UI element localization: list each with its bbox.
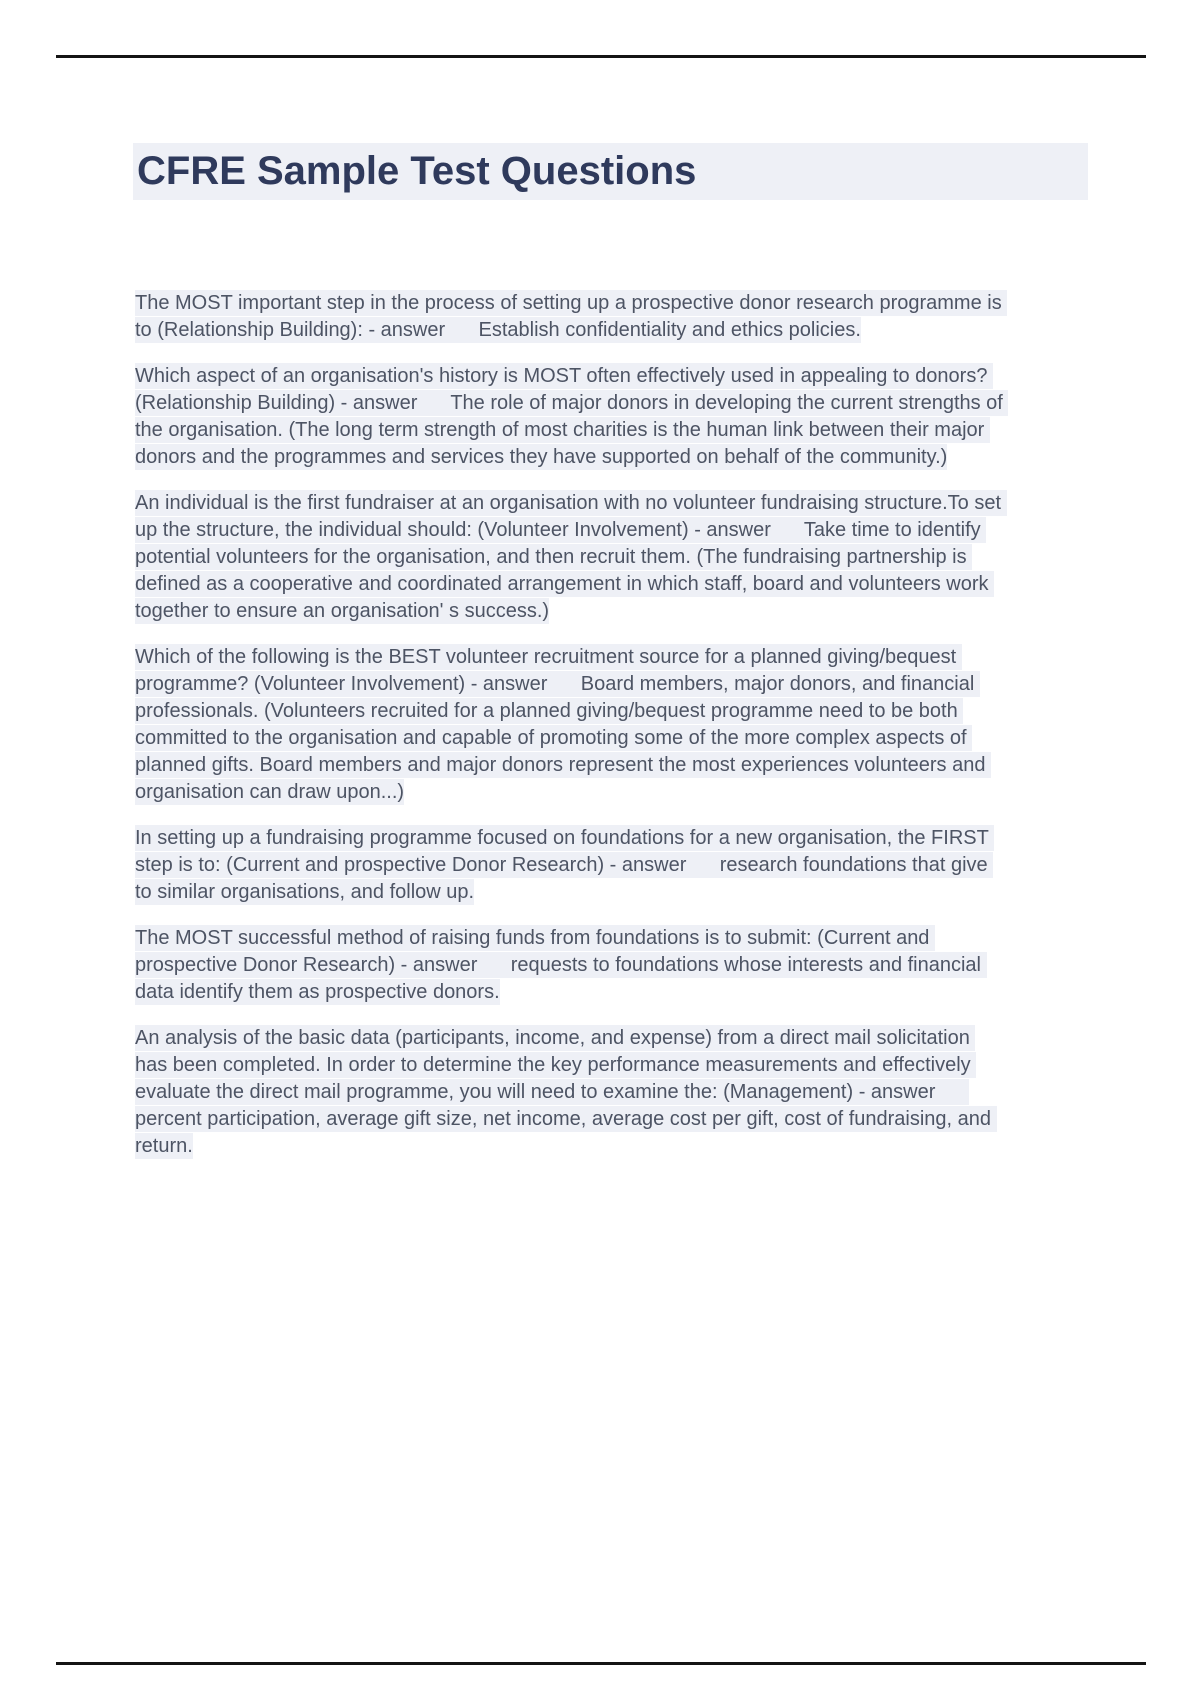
qa-paragraph-text: An analysis of the basic data (participants, income, and expense) from a direct mail solicitation has been completed. In order to determine the key performance measurements and effectively evaluate the direct mail programme, you will need to examine the: (Management) - answer percent participation, average gift size, net income, average cost per gift, cost of fundraising, and return.	[135, 1027, 997, 1157]
qa-paragraph-text: In setting up a fundraising programme focused on foundations for a new organisation, the FIRST step is to: (Current and prospective Donor Research) - answer research foundations that give to similar organisations, and follow up.	[135, 827, 995, 903]
qa-paragraph-text: The MOST important step in the process of setting up a prospective donor research programme is to (Relationship Building): - answer Establish confidentiality and ethics policies.	[135, 292, 1008, 341]
top-rule	[56, 55, 1146, 58]
qa-paragraph-text: Which aspect of an organisation's history is MOST often effectively used in appealing to donors? (Relationship Building) - answer The role of major donors in developing the current strengths of the organisation. (The long term strength of most charities is the human link between their major donors and the programmes and services they have supported on behalf of the community.)	[135, 365, 1009, 468]
qa-paragraph-text: Which of the following is the BEST volunteer recruitment source for a planned giving/bequest programme? (Volunteer Involvement) - answer Board members, major donors, and financial professionals. (Volunteers recruited for a planned giving/bequest programme need to be both committed to the organisation and capable of promoting some of the more complex aspects of planned gifts. Board members and major donors represent the most experiences volunteers and organisation can draw upon...)	[135, 646, 992, 803]
bottom-rule	[56, 1662, 1146, 1665]
qa-paragraph	[135, 290, 1008, 344]
qa-paragraph	[135, 644, 1005, 806]
qa-paragraph-text: An individual is the first fundraiser at an organisation with no volunteer fundraising structure.To set up the structure, the individual should: (Volunteer Involvement) - answer Take time to identify potential volunteers for the organisation, and then recruit them. (The fundraising partnership is defined as a cooperative and coordinated arrangement in which staff, board and volunteers work together to ensure an organisation' s success.)	[135, 492, 1007, 622]
qa-paragraph-text: The MOST successful method of raising funds from foundations is to submit: (Current and prospective Donor Research) - answer requests to foundations whose interests and financial data identify them as prospective donors.	[135, 927, 987, 1003]
qa-paragraph	[135, 825, 1005, 906]
qa-paragraph	[135, 1025, 1005, 1160]
qa-paragraph	[135, 490, 1005, 625]
page-title: CFRE Sample Test Questions	[137, 149, 697, 193]
document-body	[135, 290, 1009, 1179]
title-highlight-bar	[133, 143, 1088, 200]
qa-paragraph	[135, 925, 1005, 1006]
qa-paragraph	[135, 363, 1009, 471]
